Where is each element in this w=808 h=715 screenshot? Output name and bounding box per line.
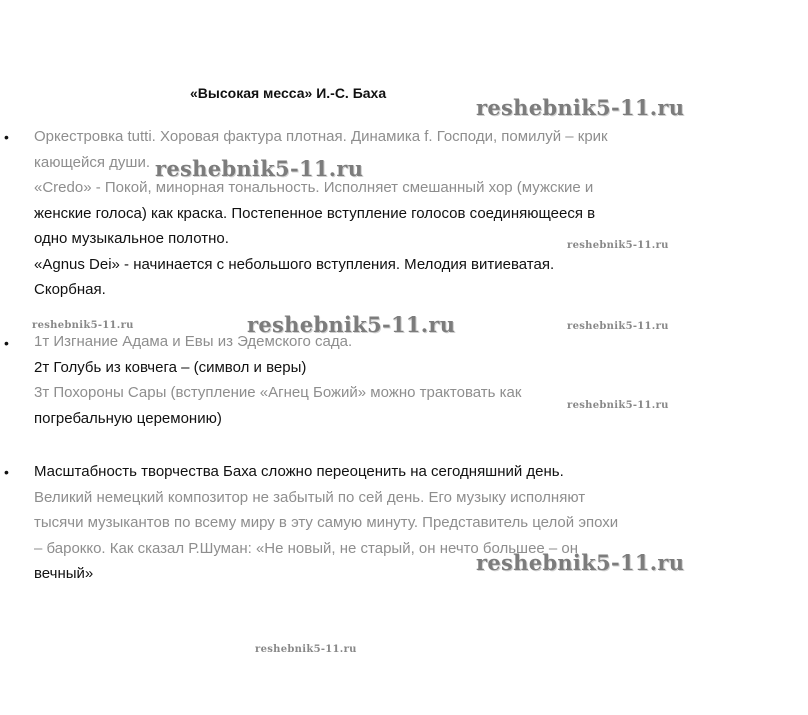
- watermark: reshebnik5-11.ru: [567, 400, 669, 411]
- paragraph-2: [34, 329, 694, 431]
- watermark: reshebnik5-11.ru: [476, 95, 685, 120]
- paragraph-line: вечный»: [34, 565, 94, 582]
- watermark: reshebnik5-11.ru: [32, 320, 134, 331]
- paragraph-line: 2т Голубь из ковчега – (символ и веры): [34, 358, 307, 376]
- paragraph-line: Скорбная.: [34, 281, 106, 298]
- watermark: reshebnik5-11.ru: [567, 321, 669, 332]
- paragraph-line: «Agnus Dei» - начинается с небольшого вступления. Мелодия витиеватая.: [34, 255, 555, 273]
- watermark: reshebnik5-11.ru: [476, 550, 685, 575]
- watermark: reshebnik5-11.ru: [255, 644, 357, 655]
- watermark: reshebnik5-11.ru: [247, 312, 456, 337]
- paragraph-line: женские голоса) как краска. Постепенное вступление голосов соединяющееся в: [34, 204, 596, 222]
- bullet-marker-3: •: [4, 464, 9, 480]
- paragraph-line: тысячи музыкантов по всему миру в эту самую минуту. Представитель целой эпохи: [34, 514, 619, 531]
- bullet-marker-1: •: [4, 129, 9, 145]
- paragraph-line: Масштабность творчества Баха сложно переоценить на сегодняшний день.: [34, 463, 564, 480]
- paragraph-line: Великий немецкий композитор не забытый по сей день. Его музыку исполняют: [34, 488, 586, 506]
- bullet-marker-2: •: [4, 335, 9, 351]
- paragraph-line: «Credo» - Покой, минорная тональность. Исполняет смешанный хор (мужские и: [34, 179, 594, 196]
- watermark: reshebnik5-11.ru: [155, 156, 364, 181]
- paragraph-line: одно музыкальное полотно.: [34, 230, 229, 247]
- paragraph-line: Оркестровка tutti. Хоровая фактура плотная. Динамика f. Господи, помилуй – крик: [34, 128, 608, 145]
- paragraph-line: погребальную церемонию): [34, 409, 222, 427]
- paragraph-line: – барокко. Как сказал Р.Шуман: «Не новый, не старый, он нечто большее – он: [34, 539, 579, 557]
- watermark: reshebnik5-11.ru: [567, 240, 669, 251]
- paragraph-line: 3т Похороны Сары (вступление «Агнец Божий» можно трактовать как: [34, 384, 522, 401]
- page-title: «Высокая месса» И.-С. Баха: [190, 85, 387, 101]
- paragraph-line: 1т Изгнание Адама и Евы из Эдемского сада.: [34, 333, 353, 350]
- paragraph-1: [34, 124, 694, 303]
- paragraph-line: кающейся души.: [34, 153, 151, 171]
